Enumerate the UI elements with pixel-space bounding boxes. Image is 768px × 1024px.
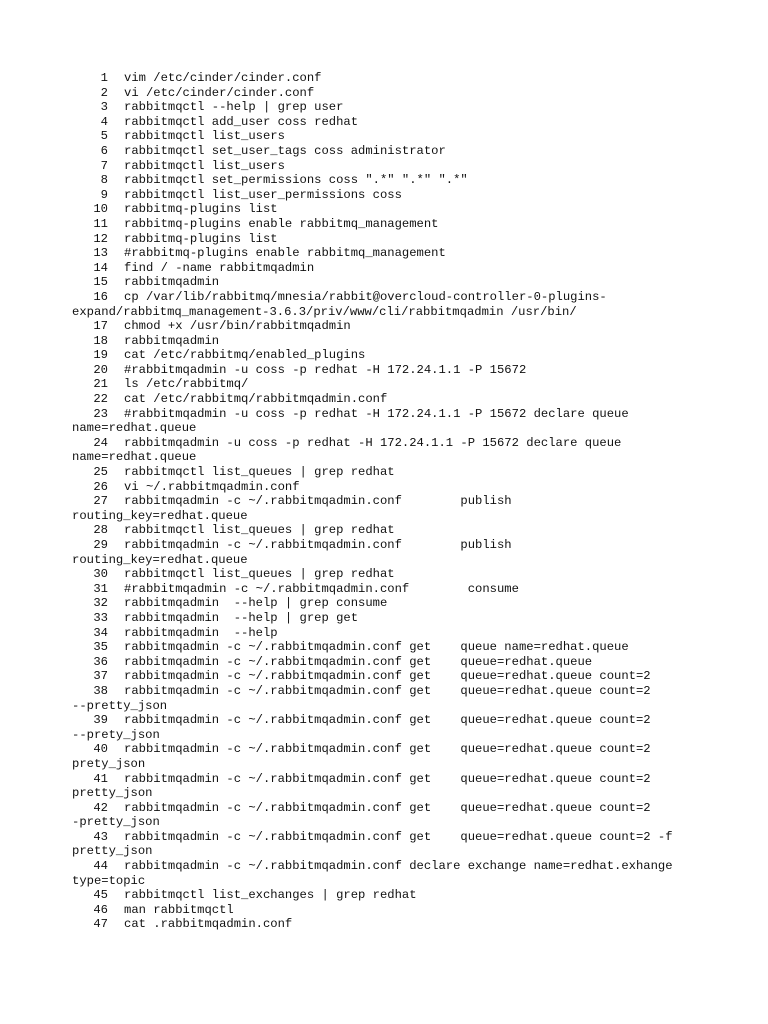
line-number: 29 — [93, 538, 108, 552]
command-continuation: name=redhat.queue — [72, 421, 197, 436]
command-text: vi ~/.rabbitmqadmin.conf — [124, 479, 300, 494]
line-number: 17 — [93, 319, 108, 334]
history-line — [72, 100, 712, 115]
history-line — [72, 71, 712, 86]
history-line — [72, 407, 712, 422]
history-line — [72, 611, 712, 626]
history-line — [72, 348, 712, 363]
line-number: 11 — [93, 216, 108, 231]
line-number: 27 — [93, 494, 108, 509]
line-number: 26 — [93, 479, 108, 494]
line-number: 14 — [93, 260, 108, 275]
line-number: 38 — [93, 683, 108, 698]
line-number: 5 — [100, 129, 108, 144]
history-line — [72, 144, 712, 159]
command-text: #rabbitmqadmin -c ~/.rabbitmqadmin.conf consume — [124, 581, 519, 596]
command-continuation: routing_key=redhat.queue — [72, 508, 248, 523]
history-line — [72, 115, 712, 130]
line-number: 25 — [93, 465, 108, 480]
line-number: 4 — [100, 114, 108, 129]
history-line — [72, 232, 712, 247]
history-line — [72, 129, 712, 144]
line-number: 21 — [93, 377, 108, 392]
line-number: 39 — [93, 713, 108, 728]
line-number: 19 — [93, 348, 108, 363]
history-line — [72, 494, 712, 509]
command-text: rabbitmqctl list_users — [124, 129, 285, 144]
line-number: 15 — [93, 275, 108, 290]
line-number: 30 — [93, 567, 108, 582]
history-line — [72, 173, 712, 188]
line-number: 6 — [100, 143, 108, 158]
line-number: 16 — [93, 289, 108, 304]
command-text: ls /etc/rabbitmq/ — [124, 377, 249, 392]
command-text: rabbitmqadmin -c ~/.rabbitmqadmin.conf get queue=redhat.queue count=2 — [124, 713, 651, 728]
command-text: rabbitmqctl list_queues | grep redhat — [124, 465, 395, 480]
history-line — [72, 377, 712, 392]
history-line — [72, 596, 712, 611]
line-number: 42 — [93, 800, 108, 815]
command-text: rabbitmqctl set_permissions coss ".*" ".*" ".*" — [124, 173, 468, 188]
command-text: rabbitmqctl list_user_permissions coss — [124, 187, 402, 202]
line-number: 28 — [93, 523, 108, 538]
line-number: 22 — [93, 392, 108, 407]
command-text: rabbitmq-plugins list — [124, 231, 278, 246]
command-text: rabbitmqctl list_queues | grep redhat — [124, 523, 395, 538]
line-number: 18 — [93, 333, 108, 348]
history-line — [72, 917, 712, 932]
history-line — [72, 538, 712, 553]
command-continuation: --pretty_json — [72, 698, 168, 713]
command-continuation: expand/rabbitmq_management-3.6.3/priv/www/cli/rabbitmqadmin /usr/bin/ — [72, 304, 577, 319]
history-line — [72, 684, 712, 699]
command-text: rabbitmqadmin --help | grep get — [124, 610, 359, 625]
line-number: 3 — [100, 100, 108, 115]
line-number: 8 — [100, 173, 108, 188]
line-number: 40 — [93, 742, 108, 757]
command-text: rabbitmqctl add_user coss redhat — [124, 114, 359, 129]
line-number: 35 — [93, 640, 108, 655]
command-text: #rabbitmqadmin -u coss -p redhat -H 172.24.1.1 -P 15672 declare queue — [124, 406, 629, 421]
command-continuation: pretty_json — [72, 844, 153, 859]
command-text: rabbitmqctl set_user_tags coss administrator — [124, 143, 446, 158]
command-text: rabbitmqadmin --help | grep consume — [124, 596, 388, 611]
line-number: 45 — [93, 888, 108, 903]
line-number: 10 — [93, 202, 108, 217]
line-number: 23 — [93, 406, 108, 421]
history-line — [72, 903, 712, 918]
history-line — [72, 523, 712, 538]
history-line — [72, 246, 712, 261]
history-line — [72, 188, 712, 203]
command-text: #rabbitmq-plugins enable rabbitmq_management — [124, 246, 446, 261]
line-number: 9 — [100, 187, 108, 202]
command-text: rabbitmqctl list_queues | grep redhat — [124, 567, 395, 582]
history-line — [72, 888, 712, 903]
command-text: cat .rabbitmqadmin.conf — [124, 917, 293, 932]
line-number: 37 — [93, 669, 108, 684]
command-text: find / -name rabbitmqadmin — [124, 260, 315, 275]
history-line — [72, 217, 712, 232]
command-text: vim /etc/cinder/cinder.conf — [124, 71, 322, 85]
history-line — [72, 159, 712, 174]
history-line — [72, 669, 712, 684]
command-text: cp /var/lib/rabbitmq/mnesia/rabbit@overcloud-controller-0-plugins- — [124, 289, 607, 304]
line-number: 13 — [93, 246, 108, 261]
line-number: 46 — [93, 902, 108, 917]
command-text: rabbitmqadmin -c ~/.rabbitmqadmin.conf publish — [124, 494, 512, 509]
command-continuation: -pretty_json — [72, 815, 160, 830]
command-continuation: prety_json — [72, 756, 146, 771]
command-text: chmod +x /usr/bin/rabbitmqadmin — [124, 319, 351, 334]
history-line — [72, 334, 712, 349]
history-line — [72, 480, 712, 495]
history-line — [72, 655, 712, 670]
history-line — [72, 202, 712, 217]
command-text: rabbitmqadmin — [124, 275, 220, 290]
history-line — [72, 86, 712, 101]
line-number: 44 — [93, 859, 108, 874]
line-number: 43 — [93, 829, 108, 844]
history-line — [72, 830, 712, 845]
line-number: 24 — [93, 435, 108, 450]
line-number: 34 — [93, 625, 108, 640]
command-text: rabbitmqctl --help | grep user — [124, 100, 344, 115]
command-text: rabbitmqadmin -c ~/.rabbitmqadmin.conf declare exchange name=redhat.exhange — [124, 859, 673, 874]
command-text: cat /etc/rabbitmq/rabbitmqadmin.conf — [124, 392, 388, 407]
command-text: rabbitmqadmin -c ~/.rabbitmqadmin.conf get queue name=redhat.queue — [124, 640, 629, 655]
command-text: rabbitmqadmin — [124, 333, 220, 348]
line-number: 36 — [93, 654, 108, 669]
command-continuation: --prety_json — [72, 727, 160, 742]
command-continuation: name=redhat.queue — [72, 450, 197, 465]
history-line — [72, 465, 712, 480]
command-text: cat /etc/rabbitmq/enabled_plugins — [124, 348, 366, 363]
history-line — [72, 567, 712, 582]
history-line — [72, 713, 712, 728]
command-text: man rabbitmqctl — [124, 902, 234, 917]
command-text: rabbitmq-plugins list — [124, 202, 278, 217]
command-text: rabbitmqadmin -c ~/.rabbitmqadmin.conf publish — [124, 538, 512, 552]
command-text: rabbitmqadmin -c ~/.rabbitmqadmin.conf get queue=redhat.queue count=2 — [124, 771, 651, 786]
history-line — [72, 319, 712, 334]
command-text: rabbitmqadmin -u coss -p redhat -H 172.24.1.1 -P 15672 declare queue — [124, 435, 622, 450]
history-line — [72, 582, 712, 597]
history-line — [72, 742, 712, 757]
command-continuation: type=topic — [72, 873, 146, 888]
line-number: 33 — [93, 610, 108, 625]
line-number: 47 — [93, 917, 108, 932]
command-text: rabbitmqadmin -c ~/.rabbitmqadmin.conf get queue=redhat.queue count=2 — [124, 800, 651, 815]
history-line — [72, 626, 712, 641]
history-line — [72, 275, 712, 290]
command-text: #rabbitmqadmin -u coss -p redhat -H 172.24.1.1 -P 15672 — [124, 362, 527, 377]
command-text: rabbitmqadmin -c ~/.rabbitmqadmin.conf get queue=redhat.queue count=2 — [124, 742, 651, 757]
history-line — [72, 261, 712, 276]
history-line — [72, 859, 712, 874]
command-continuation: routing_key=redhat.queue — [72, 552, 248, 567]
line-number: 32 — [93, 596, 108, 611]
command-text: rabbitmqadmin --help — [124, 625, 278, 640]
command-text: rabbitmqctl list_users — [124, 158, 285, 173]
history-line — [72, 290, 712, 305]
command-history — [72, 71, 712, 932]
line-number: 41 — [93, 771, 108, 786]
line-number: 2 — [100, 85, 108, 100]
command-text: rabbitmqctl list_exchanges | grep redhat — [124, 888, 417, 903]
command-text: rabbitmqadmin -c ~/.rabbitmqadmin.conf get queue=redhat.queue count=2 — [124, 669, 651, 684]
command-continuation: pretty_json — [72, 786, 153, 801]
history-line — [72, 772, 712, 787]
history-line — [72, 801, 712, 816]
command-text: rabbitmqadmin -c ~/.rabbitmqadmin.conf get queue=redhat.queue — [124, 654, 593, 669]
command-text: vi /etc/cinder/cinder.conf — [124, 85, 315, 100]
history-line — [72, 640, 712, 655]
history-line — [72, 436, 712, 451]
history-line — [72, 392, 712, 407]
command-text: rabbitmqadmin -c ~/.rabbitmqadmin.conf get queue=redhat.queue count=2 — [124, 683, 651, 698]
line-number: 12 — [93, 231, 108, 246]
command-text: rabbitmq-plugins enable rabbitmq_management — [124, 216, 439, 231]
history-line — [72, 363, 712, 378]
line-number: 7 — [100, 158, 108, 173]
command-text: rabbitmqadmin -c ~/.rabbitmqadmin.conf get queue=redhat.queue count=2 -f — [124, 829, 673, 844]
line-number: 20 — [93, 362, 108, 377]
line-number: 1 — [100, 71, 108, 85]
line-number: 31 — [93, 581, 108, 596]
